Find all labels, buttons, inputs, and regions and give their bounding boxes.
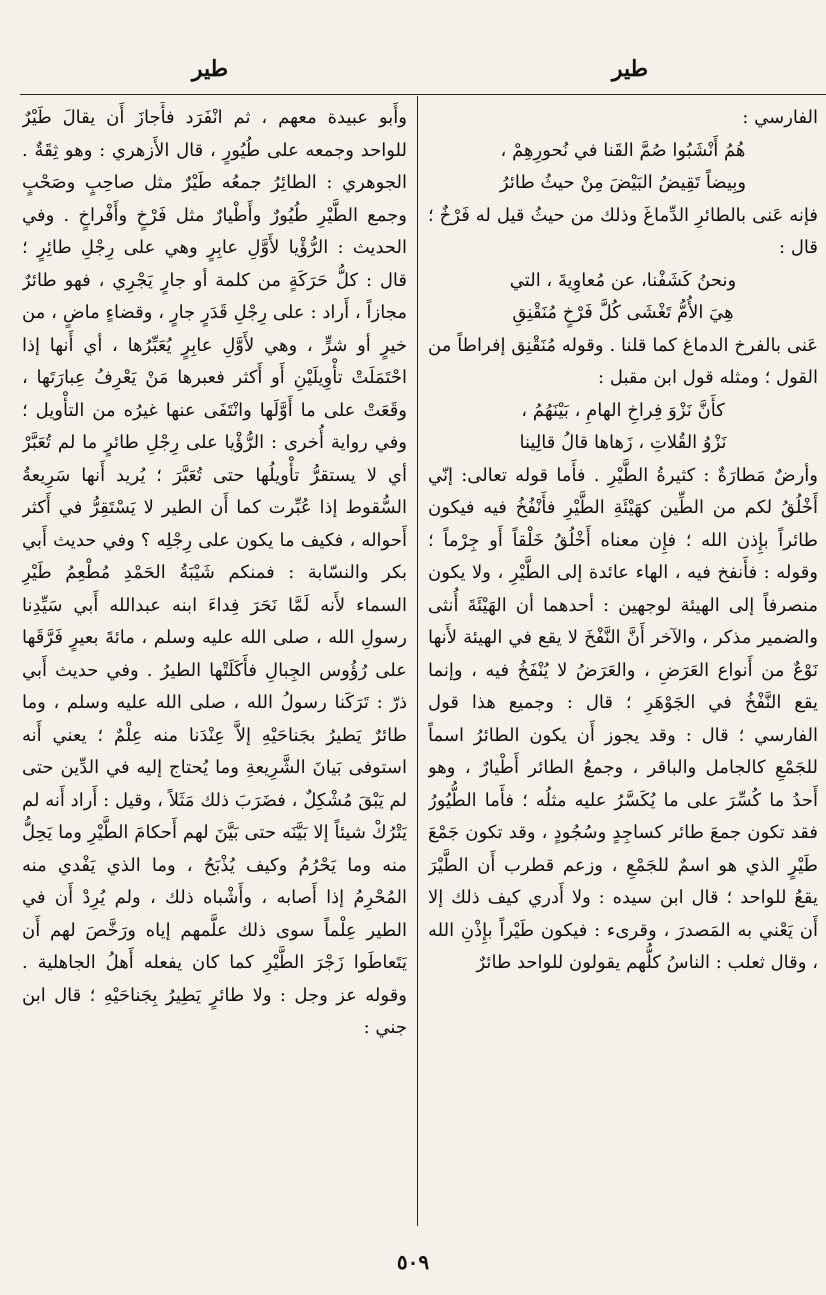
left-column <box>22 102 407 1226</box>
text-paragraph: وأرضٌ مَطارَةٌ : كثيرةُ الطَّيْرِ . فأَما قوله تعالى: إنّي أَخْلُقُ لكم من الطِّين كهَيْئَةِ الطَّيْرِ فأَنْفُخُ فيه فيكون طائراً بإِذن الله ؛ فإِن معناه أَخْلُقُ خَلْقاً أَو جِرْماً ؛ وقوله : فأَنفخ فيه ، الهاء عائدة إلى الطَّيْرِ ، ولا يكون منصرفاً إلى الهيئة لوجهين : أحدهما أن الهَيْئَةَ أُنثى والضمير مذكر ، والآخر أَنَّ النَّفْخَ لا يقع في الهيئة لأَنها نَوْعٌ من أَنواع العَرَضِ ، والعَرَضُ لا يُنْفَخُ فيه ، وإنما يقع النَّفْخُ في الجَوْهَرِ ؛ قال : وجميع هذا قول الفارسي ؛ قال : وقد يجوز أَن يكون الطائرُ اسماً للجَمْعِ كالجامل والباقر ، وجمعُ الطائر أَطْيارٌ ، وهو أَحدُ ما كُسِّرَ على ما يُكَسَّرُ عليه مثلُه ؛ فأَما الطُّيُورُ فقد تكون جمعَ طائر كساجِدٍ وسُجُودٍ ، وقد تكون جَمْعَ طَيْرٍ الذي هو اسمٌ للجَمْعِ ، وزعم قطرب أَن الطَّيْرَ يقعُ للواحد ؛ قال ابن سيده : ولا أَدري كيف ذلك إلا أَن يَعْني به المَصدرَ ، وقرىء : فيكون طَيْراً بإِذْنِ الله ، وقال ثعلب : الناسُ كلُّهم يقولون للواحد طائرٌ <box>428 464 818 973</box>
verse-line: هِيَ الأُمُّ تَغْشَى كُلَّ فَرْخٍ مُنَقْنِقِ <box>512 302 734 323</box>
text-paragraph: عَنى بالفرخ الدماغ كما قلنا . وقوله مُنَقْنِق إفراطاً من القول ؛ ومثله قول ابن مقبل : <box>428 334 818 388</box>
text-paragraph: وأَبو عبيدة معهم ، ثم انْفَرَد فأَجازَ أَن يقالَ طَيْرٌ للواحد وجمعه على طُيُورٍ ، قال الأَزهري : وهو ثِقَةٌ . الجوهري : الطائِرُ جمعُه طَيْرٌ مثل صاحِبٍ وصَحْبٍ وجمع الطَّيْرِ طُيُورٌ وأَطْيارٌ مثل فَرْخٍ وأَفْراخٍ . وفي الحديث : الرُّؤْيا لأَوَّلِ عابِرٍ وهي على رِجْلِ طائِرٍ ؛ قال : كلُّ حَرَكَةٍ من كلمة أو جارٍ يَجْرِي ، فهو طائرٌ مجازاً ، أَراد : على رِجْلِ قَدَرٍ جارٍ ، وقضاءٍ ماضٍ ، من خيرٍ أو شرٍّ ، وهي لأَوَّلِ عابِرٍ يُعَبِّرُها ، أي أَنها إذا احْتَمَلَتْ تأْوِيلَيْنِ أَو أَكثر فعبرها مَنْ يَعْرِفُ عِبارَتَها ، وقَعَتْ على ما أَوَّلَها وانْتَفَى عنها غيرُه من التأْويل ؛ وفي رواية أُخرى : الرُّؤْيا على رِجْلِ طائرٍ ما لم تُعَبَّرْ أي لا يستقرُّ تأْويلُها حتى تُعَبَّرَ ؛ يُريد أَنها سَرِيعةُ السُّقوط إذا عُبِّرت كما أَن الطير لا يَسْتَقِرُّ في أَكثر أَحواله ، فكيف ما يكون على رِجْلِه ؟ وفي حديث أَبي بكر والنسّابة : فمنكم شَيْبَةُ الحَمْدِ مُطْعِمُ طَيْرِ السماء لأَنه لَمَّا نَحَرَ فِداءَ ابنه عبدالله أَبي سَيِّدِنا رسولِ الله ، صلى الله عليه وسلم ، مائةَ بعيرٍ فَرَّقَها على رُؤُوس الجِبالِ فأَكَلَتْها الطيرُ . وفي حديث أَبي ذرّ : تَرَكَنا رسولُ الله ، صلى الله عليه وسلم ، وما طائرٌ يَطيرُ بجَناحَيْهِ إلاَّ عِنْدَنا منه عِلْمٌ ؛ يعني أَنه استوفى بَيانَ الشَّرِيعةِ وما يُحتاج إليه في الدِّين حتى لم يَبْقَ مُشْكِلٌ ، فضَرَبَ ذلك مَثَلاً ، وقيل : أَراد أَنه لم يَتْرُكْ شيئاً إلا بَيَّنَه حتى بَيَّنَ لهم أَحكامَ الطَّيْرِ وما يَحِلُّ منه وما يَحْرُمُ وكيف يُذْبَحُ ، وما الذي يَفْدي منه المُحْرِمُ إذا أَصابه ، وأَشْباه ذلك ، ولم يُرِدْ أَن في الطير عِلْماً سوى ذلك علَّمهم إياه ورَخَّصَ لهم أَن يَتَعاطَوا زَجْرَ الطَّيْرِ كما كان يفعله أَهلُ الجاهلية . وقوله عز وجل : ولا طائرٍ يَطِيرُ بِجَناحَيْهِ ؛ قال ابن جني : <box>22 107 407 1038</box>
right-column <box>428 102 818 1226</box>
running-header-right: طير <box>611 56 649 82</box>
text-paragraph: فإنه عَنى بالطائرِ الدِّماغَ وذلك من حيثُ قيل له فَرْخٌ ؛ قال : <box>428 204 818 258</box>
verse-line: هُمُ أَنْشَبُوا صُمَّ القَنا في نُحورِهِمْ ، <box>500 139 746 161</box>
column-divider <box>417 96 418 1226</box>
page-number: ٥٠٩ <box>396 1250 430 1274</box>
verse-line: وبِيضاً تَقِيضُ البَيْضَ مِنْ حيثُ طائرُ <box>499 172 747 193</box>
text-paragraph: الفارسي : <box>742 107 818 128</box>
verse-line: كأَنَّ نَزْوَ فِراخِ الهامِ ، بَيْنَهُمُ ، <box>521 399 725 421</box>
verse-line: ونحنُ كَشَفْنا، عن مُعاوِيةَ ، التي <box>509 269 737 291</box>
running-header-left: طير <box>191 56 229 82</box>
header-rule <box>20 94 826 95</box>
verse-line: نَزْوُ القُلاتِ ، زَهاها قالُ قالِينا <box>519 432 727 453</box>
